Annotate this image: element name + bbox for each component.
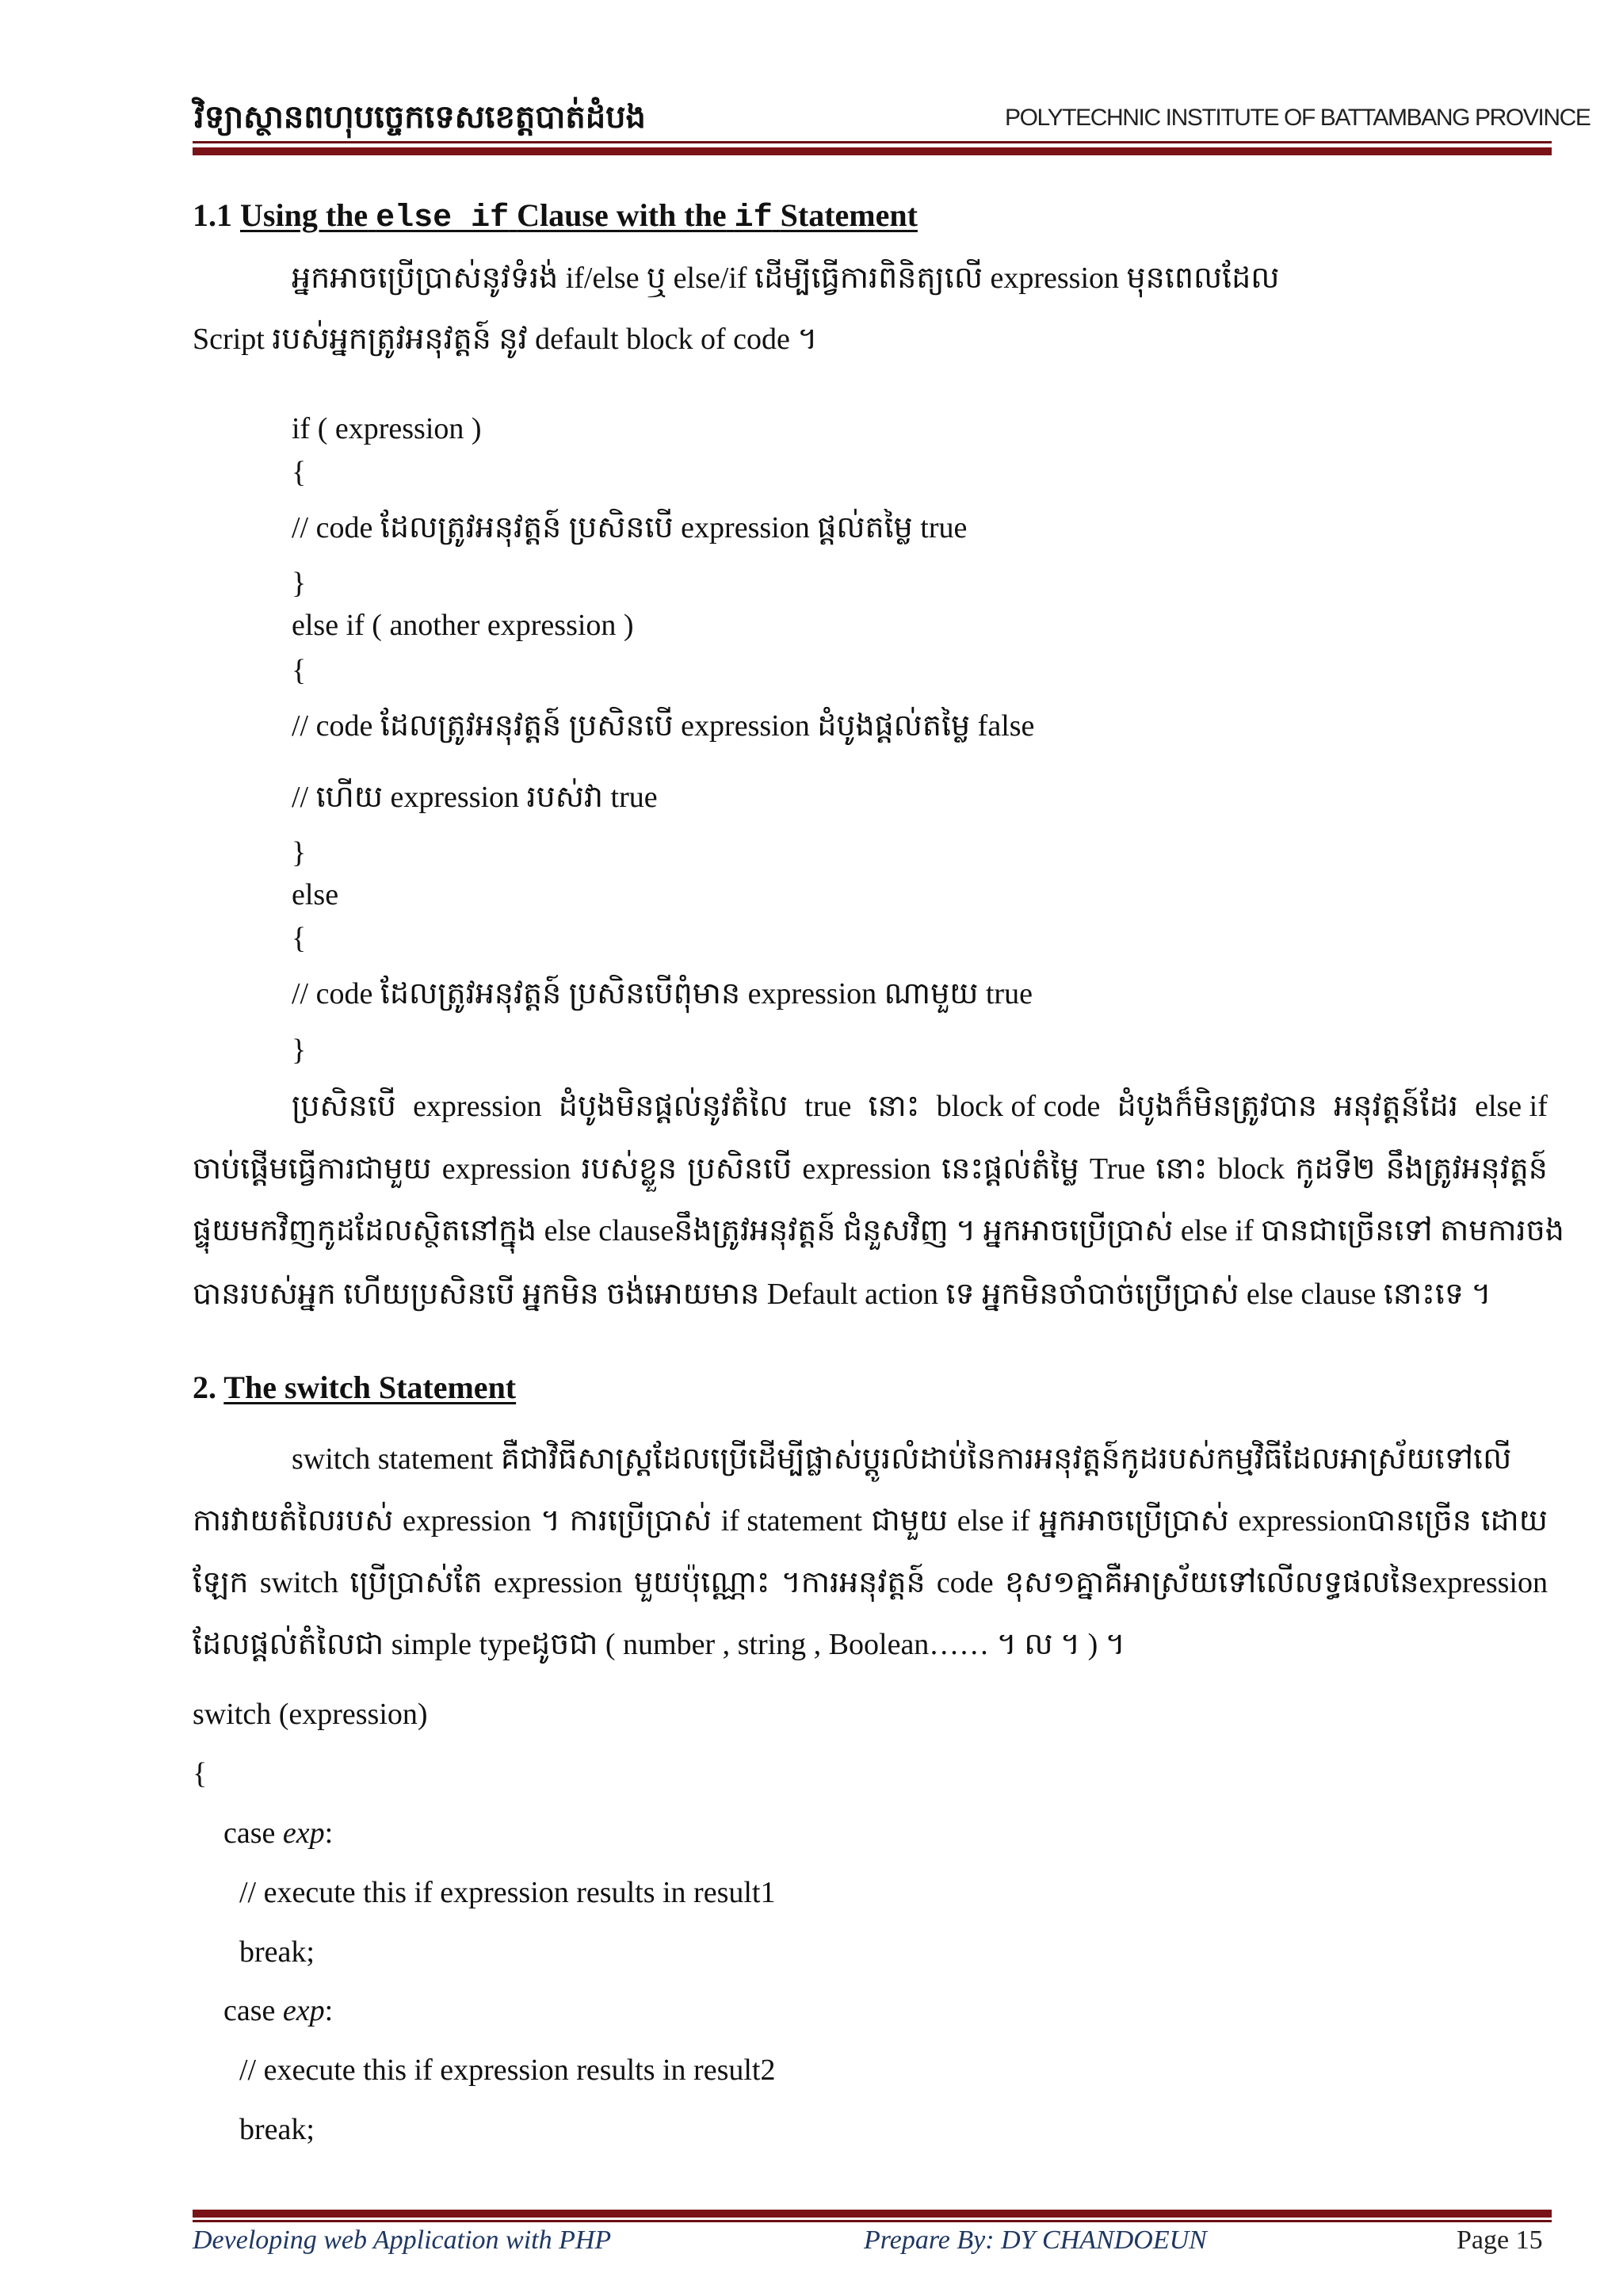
code-line: { [292, 654, 307, 687]
word: ដោយ [1480, 1504, 1548, 1538]
case-keyword: case [223, 1817, 276, 1850]
footer-rule-thin [193, 2220, 1552, 2222]
word: របស់ខ្លួន [581, 1152, 678, 1186]
section-1-title [240, 197, 918, 236]
word: ប្រសិនបើ [687, 1152, 792, 1186]
section-1-paragraph-line-1 [193, 1088, 1548, 1125]
case-2-break: break; [239, 2113, 315, 2146]
word: អ្នកអាចប្រើប្រាស់ [1039, 1504, 1229, 1538]
word: expression [494, 1566, 623, 1599]
code-line: } [292, 836, 307, 869]
word: ចាប់ផ្តើមធ្វើការជាមួយ [193, 1152, 432, 1186]
word: ប្រើប្រាស់តែ [349, 1566, 483, 1599]
header-rule-thick [193, 147, 1552, 155]
section-1-heading [193, 197, 918, 238]
code-line: // ហើយ expression របស់វា true [292, 781, 658, 814]
code-line: } [292, 1033, 307, 1067]
word: expression [802, 1152, 931, 1186]
section-1-number: 1.1 [193, 197, 232, 233]
word: True [1089, 1152, 1146, 1186]
word: true [804, 1090, 852, 1123]
section-2-paragraph-line-2 [193, 1503, 1548, 1539]
word: expression [402, 1504, 532, 1538]
case-1-comment: // execute this if expression results in result1 [239, 1876, 776, 1909]
word: if statement [720, 1504, 863, 1538]
word: ការប្រើប្រាស់ [569, 1504, 712, 1538]
word: នេះផ្តល់តំម្លៃ [941, 1152, 1079, 1186]
word: code [936, 1566, 994, 1599]
header-institute-english: POLYTECHNIC INSTITUTE OF BATTAMBANG PROVINCE [1005, 105, 1591, 131]
title-part-c: Statement [780, 197, 918, 233]
word: ប្រសិនបើ [292, 1090, 396, 1123]
case-exp: exp [282, 1817, 325, 1850]
word: ដំបូងក៏មិនត្រូវបាន [1117, 1090, 1318, 1123]
case-2-comment: // execute this if expression results in result2 [239, 2053, 776, 2087]
word: នោះ [1155, 1152, 1208, 1186]
section-1-paragraph-line-3: ផ្ទុយមកវិញកូដដែលស្ថិតនៅក្នុង else clauseនឹងត្រូវអនុវត្តន៍ ជំនួសវិញ ។ អ្នកអាចប្រើប្រាស់ else if បានជាច្រើនទៅ តាមការចង [193, 1214, 1564, 1247]
word: else if [1475, 1090, 1548, 1123]
word: ខុស១គ្នាគឺអាស្រ័យទៅលើលទ្ធផលនៃexpression [1004, 1566, 1548, 1599]
code-line: // code ដែលត្រូវអនុវត្តន៍ ប្រសិនបើ expression ដំបូងផ្តល់តម្លៃ false [292, 709, 1035, 743]
case-exp: exp [282, 1994, 325, 2027]
word: else if [957, 1504, 1030, 1538]
section-1-intro-line-1: អ្នកអាចប្រើប្រាស់នូវទំរង់ if/else ឬ else/if ដើម្បីធ្វើការពិនិត្យលើ expression មុនពេលដែល [292, 262, 1280, 295]
header-institute-khmer: វិទ្យាស្ថានពហុបច្ចេកទេសខេត្តបាត់ដំបង [194, 99, 646, 136]
code-line: { [292, 922, 307, 955]
section-2-paragraph-line-1: switch statement គឺជាវិធីសាស្ត្រដែលប្រើដើម្បីផ្លាស់ប្តូរលំដាប់នៃការអនុវត្តន៍កូដរបស់កម្មវិធីដែលអាស្រ័យទៅលើ [292, 1442, 1512, 1476]
code-line: // code ដែលត្រូវអនុវត្តន៍ ប្រសិនបើ expression ផ្តល់តម្លៃ true [292, 511, 968, 544]
footer-rule-thick [193, 2210, 1552, 2218]
word: ដំបូងមិនផ្តល់នូវតំលៃ [558, 1090, 789, 1123]
code-line: } [292, 567, 307, 600]
section-2-paragraph-line-3 [193, 1564, 1548, 1601]
word: កូដទី២ [1295, 1152, 1376, 1186]
code-line: else [292, 878, 339, 911]
switch-brace-open: { [193, 1757, 208, 1790]
code-line: // code ដែលត្រូវអនុវត្តន៍ ប្រសិនបើពុំមាន expression ណាមួយ true [292, 977, 1033, 1010]
section-1-paragraph-line-2 [193, 1151, 1548, 1187]
header-rule-thin [193, 141, 1552, 143]
word: expression [441, 1152, 571, 1186]
section-2-heading [193, 1369, 516, 1407]
word: block of code [936, 1090, 1101, 1123]
word: expressionបានច្រើន [1238, 1504, 1472, 1538]
word: switch [259, 1566, 339, 1599]
word: នោះ [868, 1090, 920, 1123]
section-2-number: 2. [193, 1370, 216, 1405]
code-line: if ( expression ) [292, 412, 482, 445]
code-line: else if ( another expression ) [292, 609, 634, 642]
case-2-line [223, 1992, 333, 2029]
case-1-line [223, 1815, 333, 1851]
word: ជាមួយ [871, 1504, 949, 1538]
case-colon: : [324, 1817, 334, 1850]
word: មួយប៉ុណ្ណោះ [633, 1566, 770, 1599]
word: ។ [540, 1504, 561, 1538]
footer-page-number: Page 15 [1457, 2225, 1543, 2255]
footer-course-title: Developing web Application with PHP [193, 2225, 612, 2255]
case-keyword: case [223, 1994, 276, 2027]
title-part-b: Clause with the [517, 197, 727, 233]
section-1-paragraph-line-4: បានរបស់អ្នក ហើយប្រសិនបើ អ្នកមិន ចង់អោយមាន Default action ទេ អ្នកមិនចាំបាច់ប្រើប្រាស់ else clause នោះទេ ។ [193, 1278, 1491, 1311]
footer-author: Prepare By: DY CHANDOEUN [864, 2225, 1207, 2255]
word: ការវាយតំលៃរបស់ [193, 1504, 394, 1538]
word: ។ការអនុវត្តន៍ [781, 1566, 926, 1599]
code-line: { [292, 456, 307, 489]
case-colon: : [324, 1994, 334, 2027]
word: expression [413, 1090, 542, 1123]
section-2-paragraph-line-4: ដែលផ្តល់តំលៃជា simple typeដូចជា ( number , string , Boolean…… ។ ល ។ ) ។ [193, 1628, 1125, 1661]
word: block [1217, 1152, 1285, 1186]
word: ឡែក [193, 1566, 249, 1599]
switch-open-line: switch (expression) [193, 1698, 428, 1731]
section-2-title: The switch Statement [223, 1370, 517, 1405]
word: នឹងត្រូវអនុវត្តន៍ [1385, 1152, 1548, 1186]
keyword-else-if: else if [376, 201, 510, 236]
word: អនុវត្តន៍ដែរ [1334, 1090, 1458, 1123]
section-1-intro-line-2: Script របស់អ្នកត្រូវអនុវត្តន៍ នូវ default block of code ។ [193, 323, 818, 356]
title-part-a: Using the [240, 197, 369, 233]
case-1-break: break; [239, 1935, 315, 1969]
keyword-if: if [734, 201, 773, 236]
